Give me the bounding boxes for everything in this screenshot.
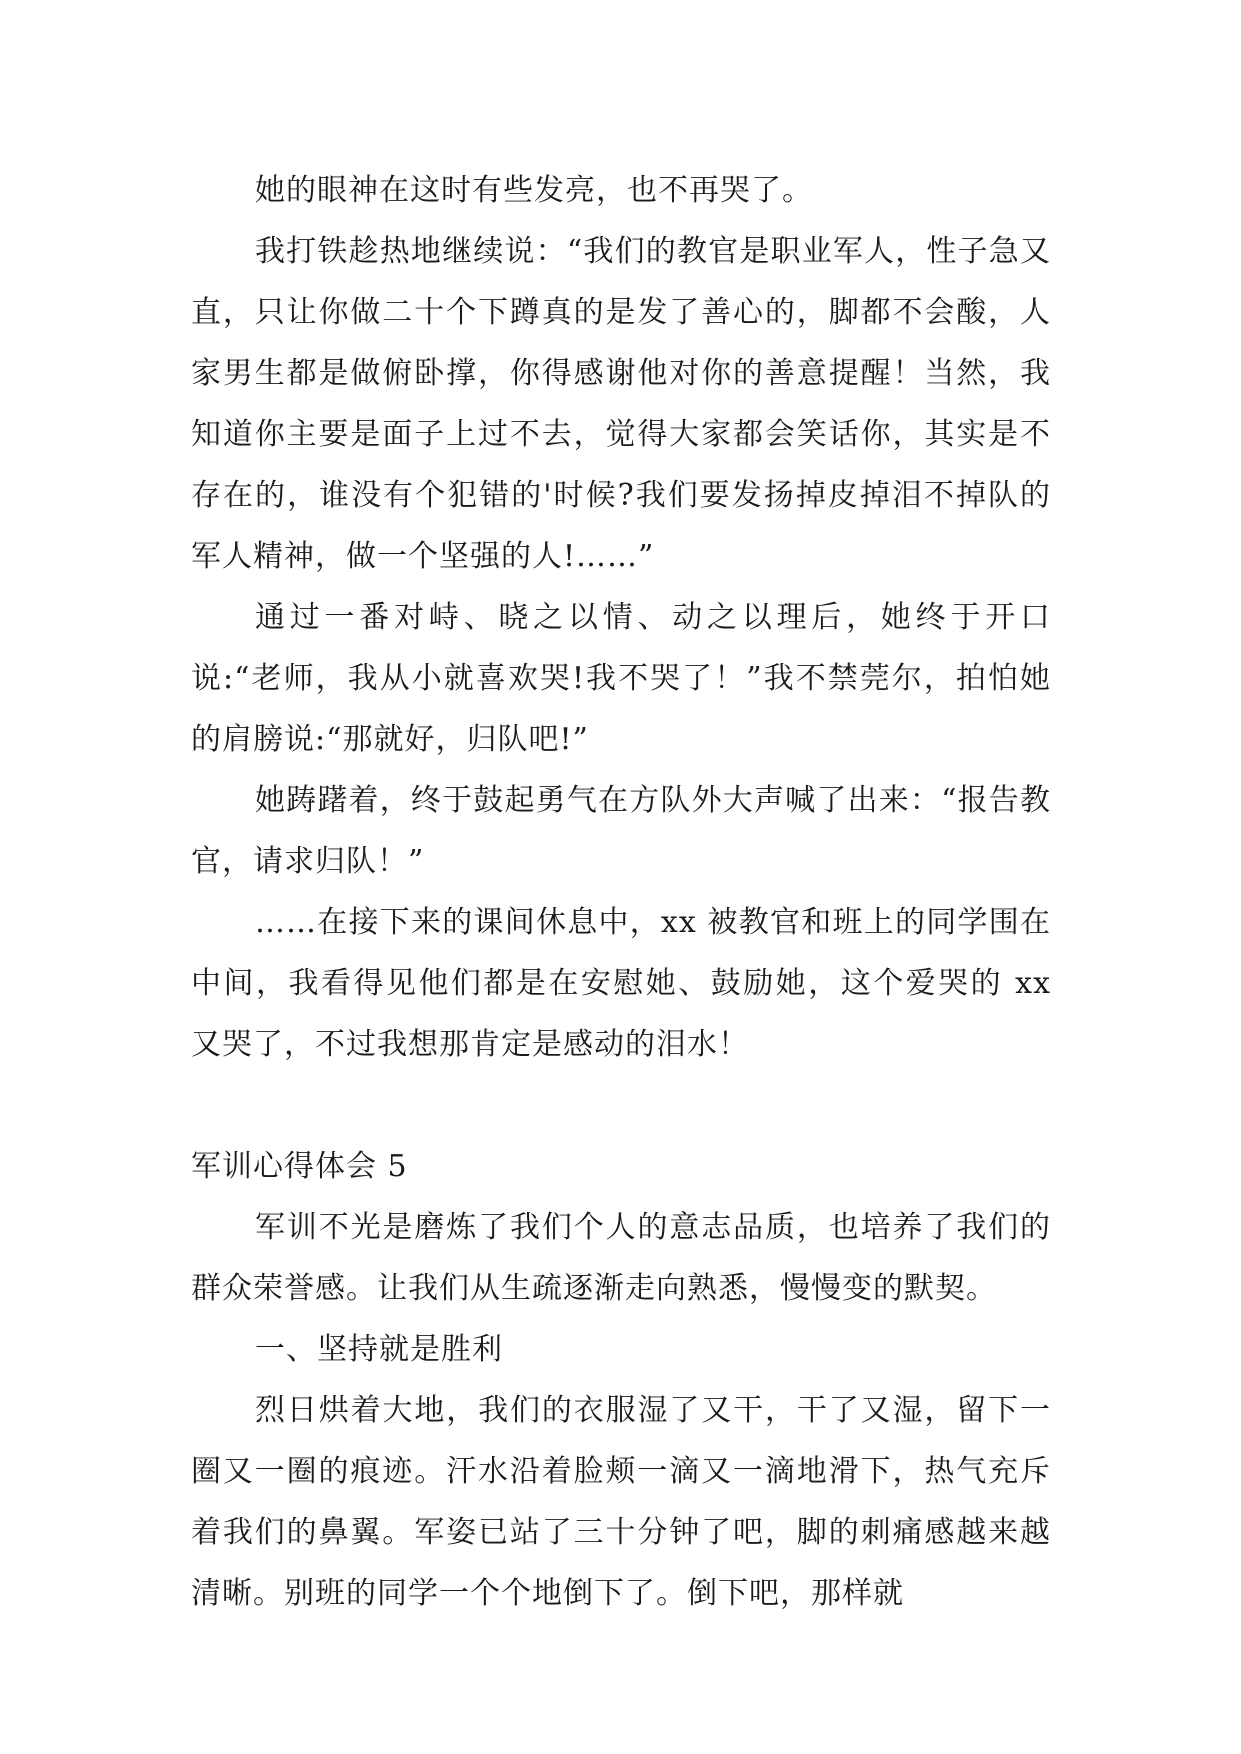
subheading: 一、坚持就是胜利 (255, 1332, 503, 1367)
document-body (191, 160, 1051, 1624)
section-heading: 军训心得体会 5 (191, 1149, 408, 1184)
paragraph: 她的眼神在这时有些发亮，也不再哭了。 (255, 173, 813, 208)
paragraph: 我打铁趁热地继续说：“我们的教官是职业军人，性子急又直，只让你做二十个下蹲真的是发了善心的，脚都不会酸，人家男生都是做俯卧撑，你得感谢他对你的善意提醒！当然，我知道你主要是面子上过不去，觉得大家都会笑话你，其实是不存在的，谁没有个犯错的'时候?我们要发扬掉皮掉泪不掉队的军人精神，做一个坚强的人!……” (191, 234, 1051, 574)
paragraph: 她踌躇着，终于鼓起勇气在方队外大声喊了出来：“报告教官，请求归队！” (191, 783, 1051, 879)
paragraph: 烈日烘着大地，我们的衣服湿了又干，干了又湿，留下一圈又一圈的痕迹。汗水沿着脸颊一滴又一滴地滑下，热气充斥着我们的鼻翼。军姿已站了三十分钟了吧，脚的刺痛感越来越清晰。别班的同学一个个地倒下了。倒下吧，那样就 (191, 1393, 1051, 1611)
paragraph: 军训不光是磨炼了我们个人的意志品质，也培养了我们的群众荣誉感。让我们从生疏逐渐走向熟悉，慢慢变的默契。 (191, 1210, 1051, 1306)
paragraph: 通过一番对峙、晓之以情、动之以理后，她终于开口说:“老师，我从小就喜欢哭!我不哭了！”我不禁莞尔，拍怕她的肩膀说:“那就好，归队吧!” (191, 600, 1051, 757)
paragraph: ……在接下来的课间休息中，xx 被教官和班上的同学围在中间，我看得见他们都是在安慰她、鼓励她，这个爱哭的 xx 又哭了，不过我想那肯定是感动的泪水！ (191, 905, 1051, 1062)
